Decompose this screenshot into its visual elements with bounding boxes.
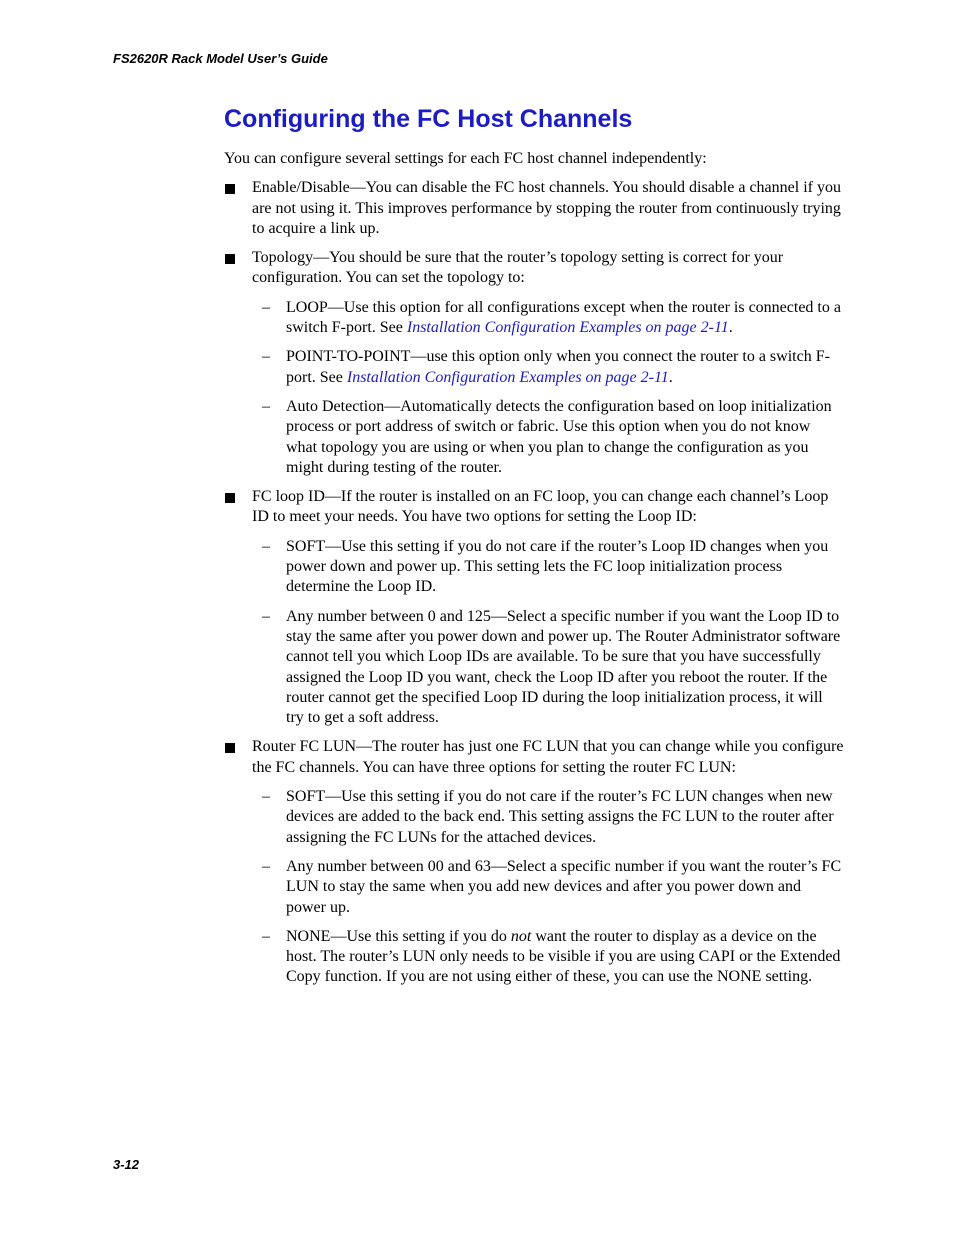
cross-reference-link[interactable]: Installation Configuration Examples on page 2-11	[406, 319, 729, 337]
sub-item-soft-loop-id	[224, 537, 844, 598]
sub-item-text	[286, 927, 844, 988]
bullet-text: Enable/Disable—You can disable the FC host channels. You should disable a channel if you are not using it. This improves performance by stopping the router from continuously trying to acquire a link up.	[252, 179, 841, 237]
square-bullet-icon	[225, 493, 235, 503]
emphasis-text: not	[510, 927, 532, 945]
sub-item-text: Any number between 0 and 125—Select a specific number if you want the Loop ID to stay the same after you power down and power up. The Router Administrator software cannot tell you which Loop IDs are available. To be sure that you have successfully assigned the Loop ID you want, check the Loop ID after you reboot the router. If the router cannot get the specified Loop ID during the loop initialization process, it will try to get a soft address.	[286, 607, 841, 727]
bullet-text: Router FC LUN—The router has just one FC LUN that you can change while you configure the FC channels. You can have three options for setting the router FC LUN:	[252, 738, 844, 776]
page-number: 3-12	[113, 1157, 140, 1172]
fc-lun-options-list	[224, 787, 844, 988]
bullet-item-topology	[224, 248, 844, 289]
bullet-text: Topology—You should be sure that the router’s topology setting is correct for your configuration. You can set the topology to:	[252, 249, 784, 287]
sub-item-text-before: LOOP—Use this option for all configurations except when the router is connected to a switch F-port. See	[286, 298, 841, 337]
sub-item-text	[286, 347, 844, 388]
section-heading: Configuring the FC Host Channels	[224, 105, 633, 133]
intro-paragraph: You can configure several settings for each FC host channel independently:	[224, 150, 707, 167]
dash-bullet-icon: –	[262, 397, 270, 415]
dash-bullet-icon: –	[262, 857, 270, 875]
page-content	[224, 103, 844, 997]
sub-item-text-after: .	[728, 319, 733, 337]
sub-item-text-before: NONE—Use this setting if you do	[286, 927, 511, 945]
square-bullet-icon	[225, 184, 235, 194]
bullet-text: FC loop ID—If the router is installed on an FC loop, you can change each channel’s Loop ID to meet your needs. You have two options for setting the Loop ID:	[252, 488, 829, 526]
dash-bullet-icon: –	[262, 537, 270, 555]
bullet-item-fc-loop-id	[224, 487, 844, 528]
sub-item-number-fc-lun	[224, 857, 844, 918]
sub-item-text-after: want the router to display as a device on the host. The router’s LUN only needs to be visible if you are using CAPI or the Extended Copy function. If you are not using either of these, you can use the NONE setting.	[286, 927, 841, 986]
sub-item-point-to-point	[224, 347, 844, 388]
bullet-item-router-fc-lun	[224, 737, 844, 778]
square-bullet-icon	[225, 743, 235, 753]
sub-item-text: Any number between 00 and 63—Select a specific number if you want the router’s FC LUN to stay the same when you add new devices and after you power down and power up.	[286, 857, 842, 916]
topology-options-list	[224, 298, 844, 478]
running-header: FS2620R Rack Model User’s Guide	[113, 51, 328, 66]
dash-bullet-icon: –	[262, 298, 270, 316]
sub-item-text: SOFT—Use this setting if you do not care if the router’s FC LUN changes when new devices are added to the back end. This setting assigns the FC LUN to the router after assigning the FC LUNs for the attached devices.	[286, 788, 834, 846]
sub-item-text	[286, 298, 844, 339]
cross-reference-link[interactable]: Installation Configuration Examples on page 2-11	[346, 368, 669, 386]
sub-item-auto-detection	[224, 397, 844, 478]
sub-item-none-fc-lun	[224, 927, 844, 988]
sub-item-loop	[224, 298, 844, 339]
square-bullet-icon	[225, 254, 235, 264]
dash-bullet-icon: –	[262, 927, 270, 945]
sub-item-text: SOFT—Use this setting if you do not care if the router’s Loop ID changes when you power down and power up. This setting lets the FC loop initialization process determine the Loop ID.	[286, 537, 829, 596]
dash-bullet-icon: –	[262, 788, 270, 806]
sub-item-text-after: .	[668, 368, 673, 386]
dash-bullet-icon: –	[262, 607, 270, 625]
sub-item-text: Auto Detection—Automatically detects the configuration based on loop initialization process or port address of switch or fabric. Use this option when you do not know what topology you are using or when you plan to change the configuration as you might during testing of the router.	[286, 397, 832, 476]
loop-id-options-list	[224, 537, 844, 729]
dash-bullet-icon: –	[262, 348, 270, 366]
sub-item-number-loop-id	[224, 607, 844, 729]
sub-item-soft-fc-lun	[224, 787, 844, 848]
bullet-item-enable-disable	[224, 178, 844, 239]
sub-item-text-before: POINT-TO-POINT—use this option only when you connect the router to a switch F-port. See	[286, 348, 830, 386]
